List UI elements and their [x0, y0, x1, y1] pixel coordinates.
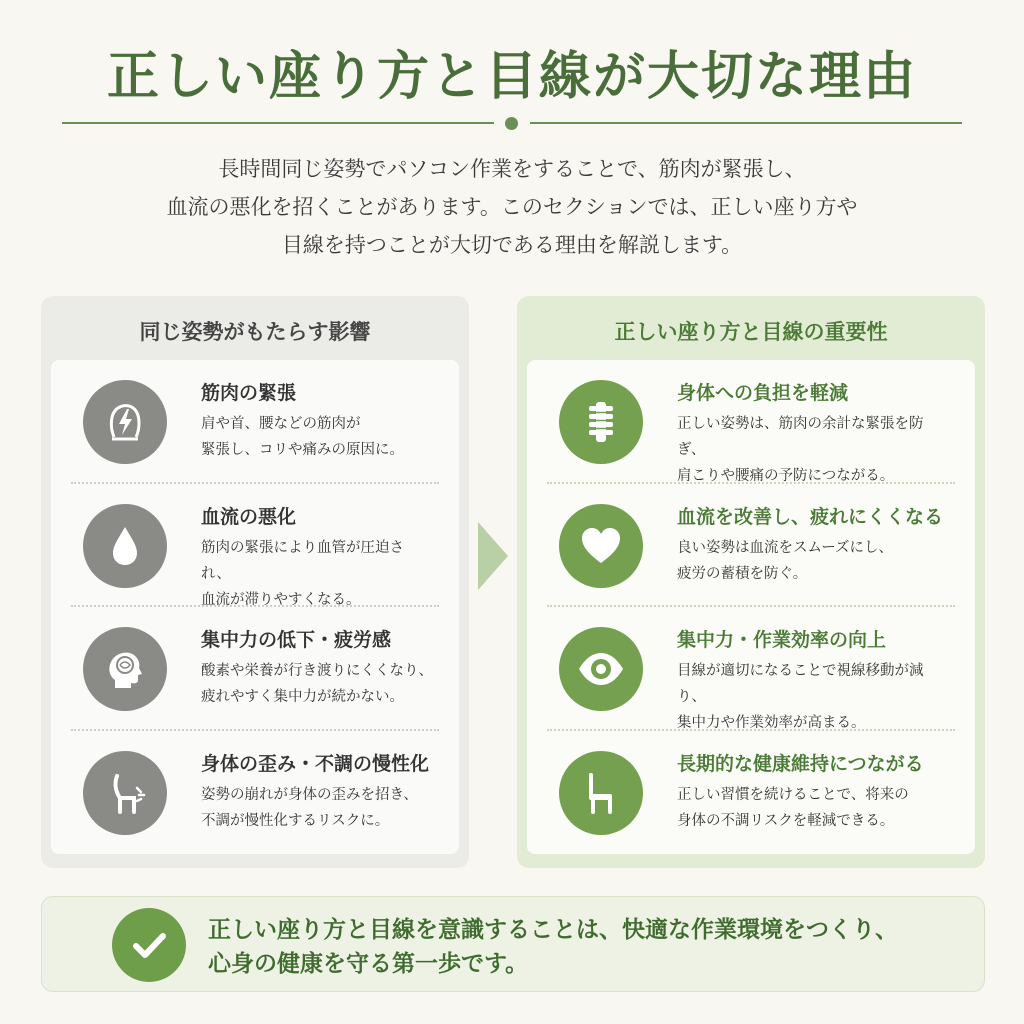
- list-item: [71, 607, 439, 731]
- list-item: [547, 731, 955, 855]
- effects-panel: [41, 296, 469, 868]
- panel-heading: 同じ姿勢がもたらす影響: [139, 320, 371, 344]
- item-desc: 肩や首、腰などの筋肉が 緊張し、コリや痛みの原因に。: [201, 416, 404, 458]
- item-desc: 筋肉の緊張により血管が圧迫され、 血流が滞りやすくなる。: [201, 539, 404, 608]
- importance-panel: [517, 296, 985, 868]
- summary-box: [41, 896, 985, 992]
- arrow-right-icon: [478, 522, 508, 590]
- item-title: 集中力の低下・疲労感: [201, 629, 392, 651]
- item-desc: 正しい習慣を続けることで、将来の 身体の不調リスクを軽減できる。: [677, 786, 909, 829]
- bad-posture-icon: [83, 751, 167, 835]
- panel-heading: 正しい座り方と目線の重要性: [614, 320, 888, 344]
- item-title: 身体の歪み・不調の慢性化: [201, 752, 430, 775]
- item-title: 長期的な健康維持につながる: [677, 752, 924, 775]
- list-item: [547, 607, 955, 731]
- panel-body: [527, 360, 975, 854]
- item-title: 集中力・作業効率の向上: [677, 629, 887, 651]
- list-item: [71, 360, 439, 484]
- check-icon: [112, 908, 186, 982]
- summary-text: 正しい座り方と目線を意識することは、快適な作業環境をつくり、 心身の健康を守る第一歩です。: [208, 917, 898, 977]
- panel-body: [51, 360, 459, 854]
- item-title: 身体への負担を軽減: [677, 382, 849, 404]
- chair-icon: [559, 751, 643, 835]
- list-item: [547, 360, 955, 484]
- list-item: [71, 484, 439, 608]
- list-item: [547, 484, 955, 608]
- intro-line: 目線を持つことが大切である理由を解説します。: [281, 233, 743, 257]
- item-desc: 良い姿勢は血流をスムーズにし、 疲労の蓄積を防ぐ。: [677, 539, 894, 582]
- item-title: 血流を改善し、疲れにくくなる: [677, 505, 944, 528]
- item-title: 血流の悪化: [201, 505, 297, 528]
- item-desc: 目線が適切になることで視線移動が減り、 集中力や作業効率が高まる。: [677, 663, 924, 731]
- item-title: 筋肉の緊張: [201, 382, 297, 404]
- item-desc: 姿勢の崩れが身体の歪みを招き、 不調が慢性化するリスクに。: [201, 786, 418, 829]
- intro-line: 長時間同じ姿勢でパソコン作業をすることで、筋肉が緊張し、: [218, 157, 806, 181]
- eye-icon: [559, 627, 643, 711]
- item-desc: 正しい姿勢は、筋肉の余計な緊張を防ぎ、 肩こりや腰痛の予防につながる。: [677, 416, 924, 484]
- page-title: 正しい座り方と目線が大切な理由: [106, 46, 917, 107]
- muscle-tension-icon: [83, 380, 167, 464]
- head-brain-icon: [83, 627, 167, 711]
- title-divider: [62, 118, 962, 128]
- list-item: [71, 731, 439, 855]
- heart-icon: [559, 504, 643, 588]
- intro-line: 血流の悪化を招くことがあります。このセクションでは、正しい座り方や: [166, 195, 858, 219]
- water-drop-icon: [83, 504, 167, 588]
- intro-text: [0, 150, 1024, 264]
- item-desc: 酸素や栄養が行き渡りにくくなり、 疲れやすく集中力が続かない。: [201, 663, 433, 705]
- spine-icon: [559, 380, 643, 464]
